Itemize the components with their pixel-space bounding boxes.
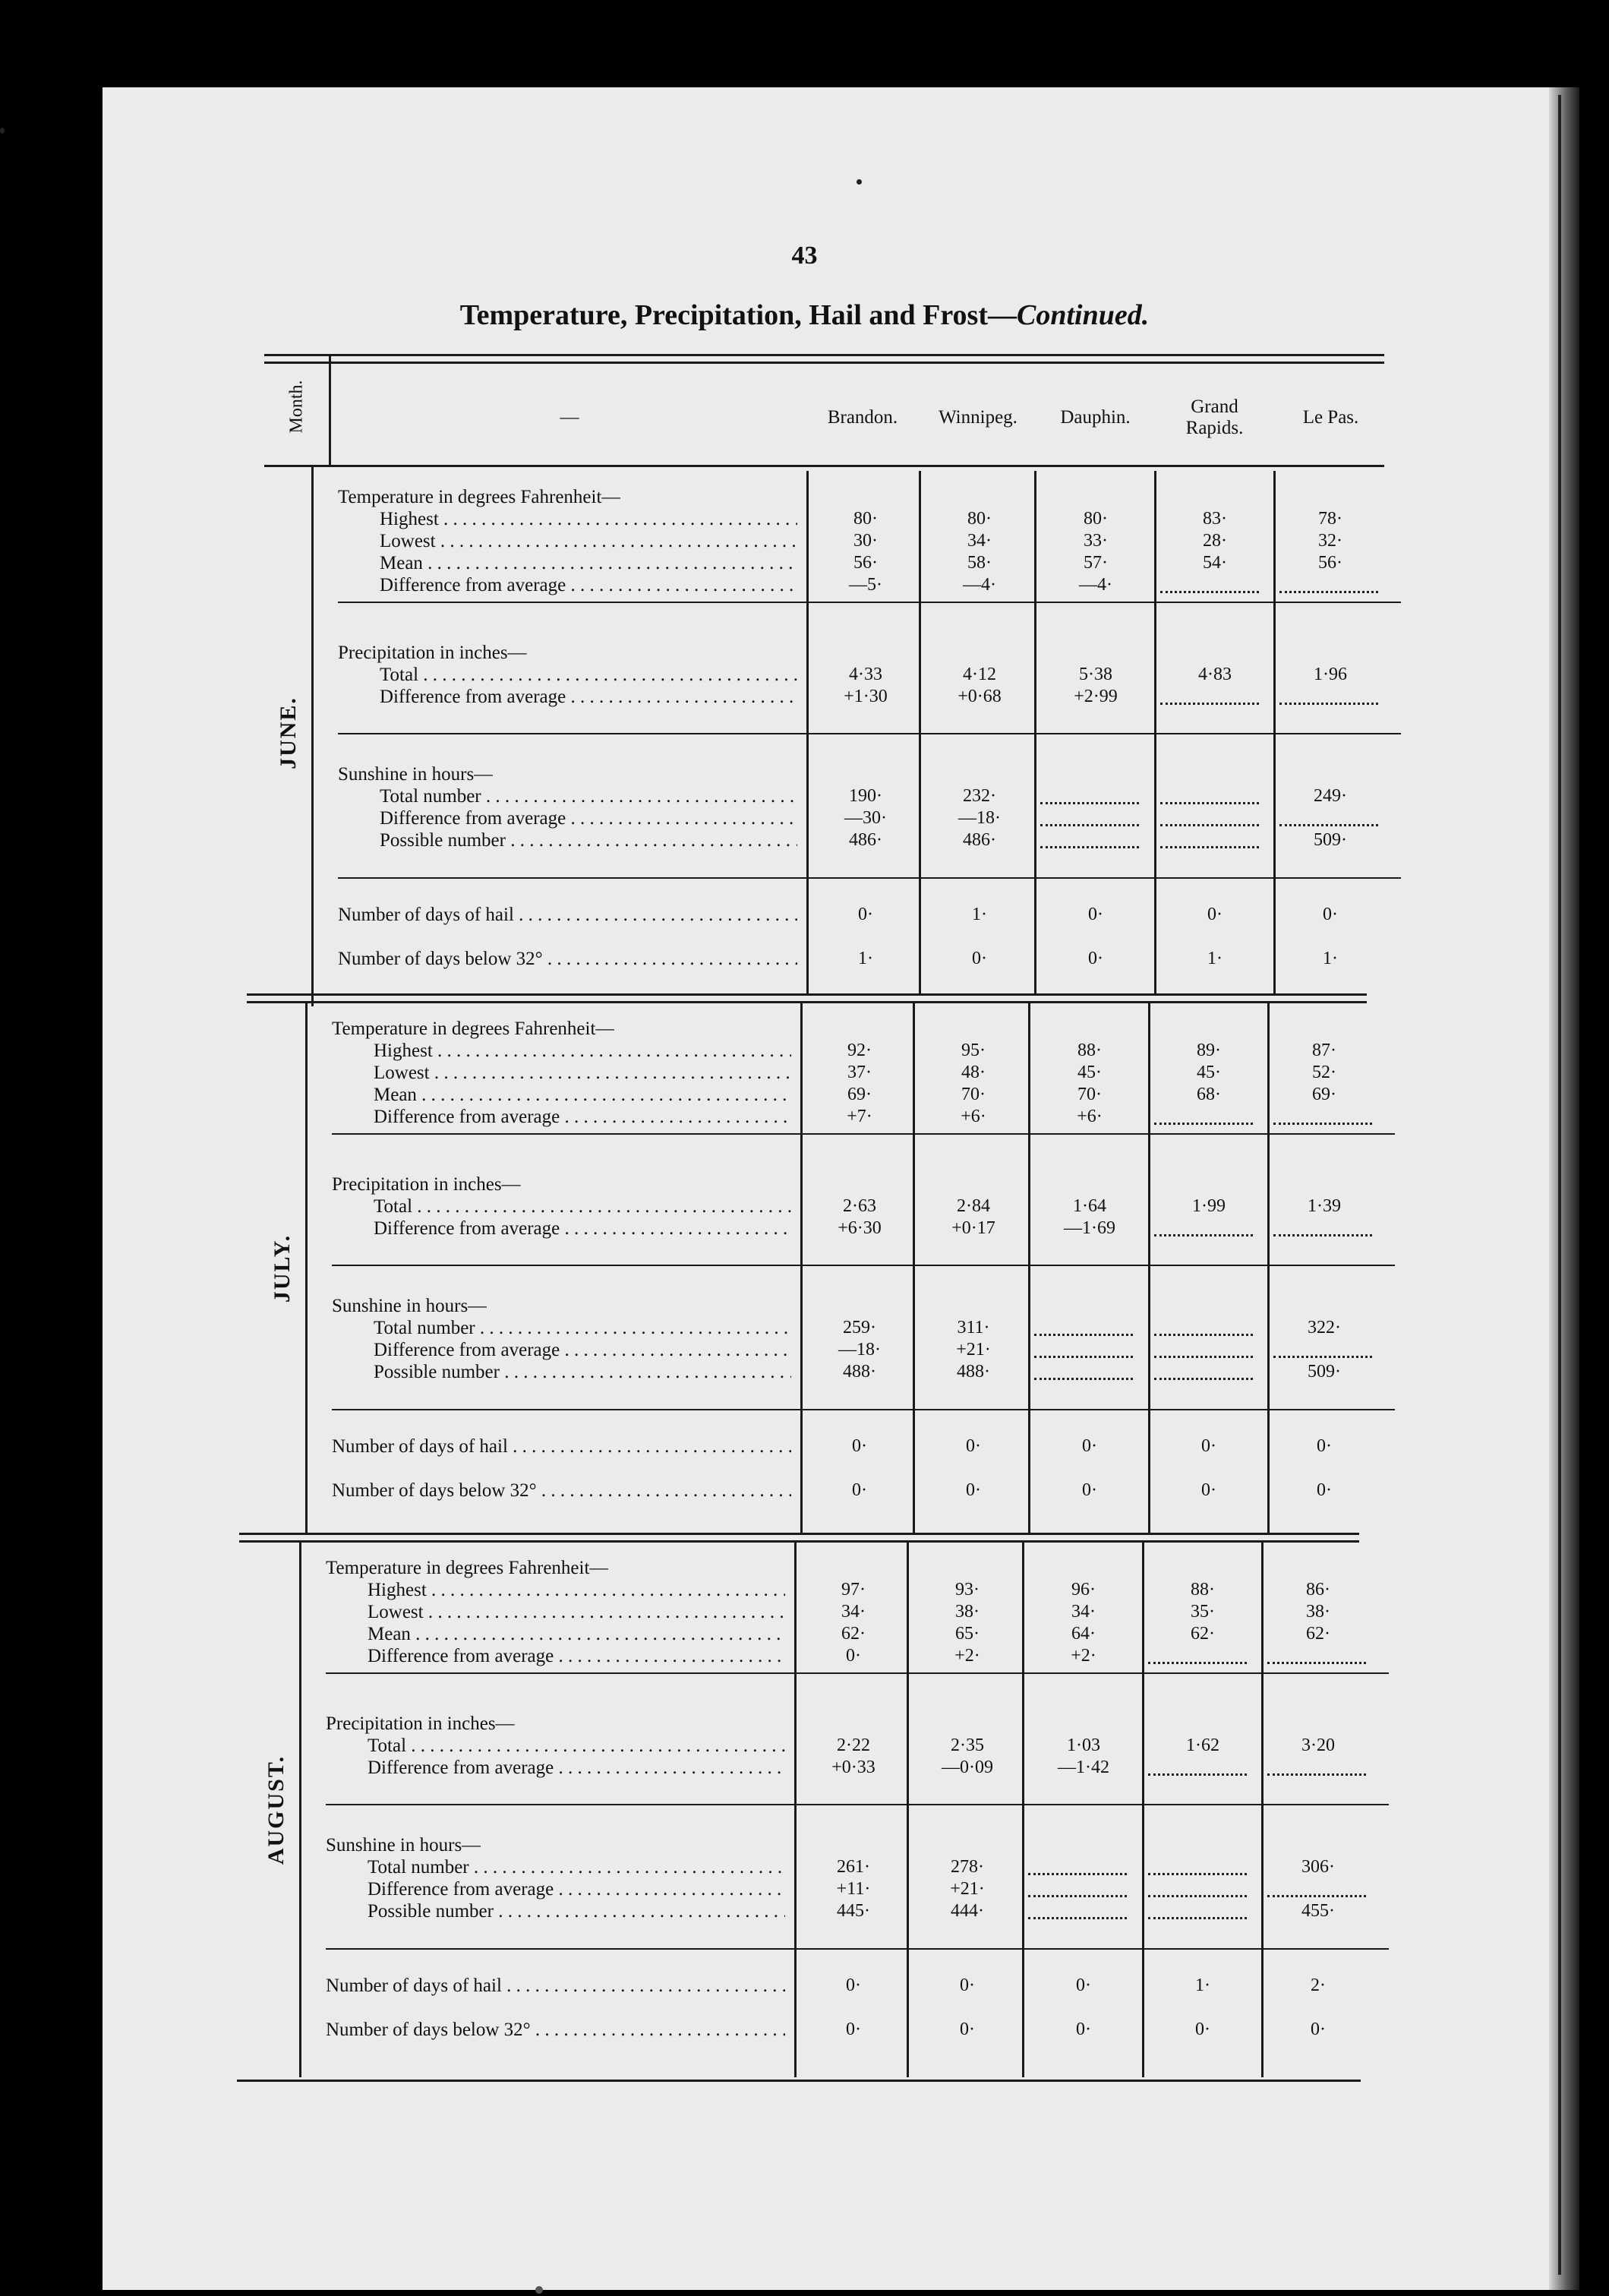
temperature-highest-value: 80· (1084, 509, 1108, 529)
temperature-diff-value: 0· (846, 1646, 861, 1666)
sunshine-heading: Sunshine in hours— (338, 764, 494, 785)
dotted-leader (1028, 1873, 1127, 1875)
days-below-32-value: 0· (1201, 1480, 1216, 1500)
table-rule (338, 602, 1401, 603)
sunshine-diff-label: Difference from average . . . (368, 1878, 785, 1900)
sunshine-possible-label: Possible number . . . (368, 1900, 785, 1922)
temperature-lowest-value: 35· (1191, 1602, 1215, 1622)
dotted-leader (1040, 824, 1139, 826)
column-divider (305, 1003, 308, 1534)
dotted-leader (1273, 1234, 1372, 1236)
temperature-diff-value: +7· (847, 1107, 872, 1126)
temperature-lowest-value: 30· (853, 531, 878, 551)
sunshine-heading: Sunshine in hours— (332, 1296, 487, 1316)
temperature-highest-value: 88· (1077, 1041, 1102, 1060)
hail-days-value: 0· (966, 1436, 981, 1456)
dotted-leader (1273, 1356, 1372, 1358)
hail-days-label: Number of days of hail . . . (338, 904, 797, 926)
precipitation-diff-value: +6·30 (838, 1218, 882, 1238)
precipitation-total-value: 1·03 (1067, 1735, 1100, 1755)
temperature-lowest-value: 33· (1084, 531, 1108, 551)
temperature-lowest-label: Lowest . . . (368, 1601, 785, 1623)
temperature-lowest-label: Lowest . . . (374, 1062, 791, 1084)
precipitation-total-value: 1·99 (1192, 1196, 1226, 1216)
temperature-lowest-value: 38· (955, 1602, 980, 1622)
precipitation-total-value: 2·63 (843, 1196, 876, 1216)
precipitation-total-value: 4·83 (1198, 665, 1232, 684)
hail-days-value: 0· (960, 1975, 975, 1995)
month-label-august (246, 1542, 307, 2077)
temperature-diff-label: Difference from average . . . (380, 574, 797, 596)
dotted-leader (1279, 824, 1378, 826)
precipitation-total-value: 2·84 (957, 1196, 990, 1216)
temperature-mean-value: 69· (847, 1085, 872, 1104)
precipitation-heading: Precipitation in inches— (326, 1713, 515, 1734)
sunshine-possible-value: 486· (963, 830, 996, 850)
sunshine-diff-value: —18· (838, 1340, 881, 1360)
dotted-leader (1148, 1895, 1247, 1897)
month-label-june (258, 471, 319, 995)
dotted-leader (1148, 1662, 1247, 1664)
temperature-mean-value: 64· (1071, 1624, 1096, 1644)
column-header-dauphin: Dauphin. (1060, 407, 1131, 428)
temperature-mean-value: 65· (955, 1624, 980, 1644)
sunshine-total-value: 306· (1301, 1857, 1335, 1877)
days-below-32-value: 0· (972, 949, 987, 968)
dotted-leader (1160, 802, 1259, 804)
dotted-leader (1034, 1378, 1133, 1380)
column-divider (1028, 1003, 1030, 1534)
dotted-leader (1279, 591, 1378, 593)
dotted-leader (1273, 1123, 1372, 1125)
precipitation-diff-value: +0·33 (831, 1758, 875, 1777)
days-below-32-value: 1· (1207, 949, 1223, 968)
sunshine-possible-value: 445· (837, 1901, 870, 1921)
sunshine-total-value: 259· (843, 1318, 876, 1337)
column-divider (913, 1003, 915, 1534)
hail-days-value: 1· (972, 905, 987, 924)
dotted-leader (1028, 1917, 1127, 1919)
sunshine-diff-value: —30· (844, 808, 887, 828)
days-below-32-label: Number of days below 32° . . . (338, 948, 797, 970)
temperature-lowest-label: Lowest . . . (380, 530, 797, 552)
sunshine-possible-value: 486· (849, 830, 882, 850)
days-below-32-value: 0· (852, 1480, 867, 1500)
precipitation-total-label: Total . . . (380, 664, 797, 686)
sunshine-total-value: 311· (957, 1318, 990, 1337)
precipitation-total-value: 3·20 (1301, 1735, 1335, 1755)
hail-days-value: 0· (1088, 905, 1103, 924)
precipitation-diff-value: +0·17 (951, 1218, 995, 1238)
sunshine-total-value: 322· (1308, 1318, 1341, 1337)
sunshine-total-label: Total number . . . (374, 1317, 791, 1339)
hail-days-value: 0· (846, 1975, 861, 1995)
temperature-lowest-value: 52· (1312, 1063, 1336, 1082)
temperature-mean-value: 68· (1197, 1085, 1221, 1104)
column-header-grand-rapids: Grand Rapids. (1185, 396, 1244, 438)
dotted-leader (1028, 1895, 1127, 1897)
precipitation-diff-value: —0·09 (942, 1758, 993, 1777)
days-below-32-value: 0· (1088, 949, 1103, 968)
precipitation-diff-value: —1·42 (1058, 1758, 1109, 1777)
dotted-leader (1279, 703, 1378, 705)
table-rule (332, 1265, 1395, 1266)
temperature-highest-value: 80· (967, 509, 992, 529)
table-rule (247, 993, 1367, 996)
temperature-lowest-value: 28· (1203, 531, 1227, 551)
column-divider (794, 1542, 797, 2077)
temperature-mean-value: 57· (1084, 553, 1108, 573)
precipitation-total-value: 1·64 (1073, 1196, 1106, 1216)
table-rule (239, 1540, 1359, 1543)
dotted-leader (1148, 1873, 1247, 1875)
dotted-leader (1040, 802, 1139, 804)
table-rule (326, 1948, 1389, 1950)
temperature-mean-value: 56· (853, 553, 878, 573)
temperature-lowest-value: 37· (847, 1063, 872, 1082)
temperature-mean-value: 70· (961, 1085, 986, 1104)
title-emphasis: Continued. (1017, 299, 1150, 331)
sunshine-possible-label: Possible number . . . (374, 1361, 791, 1383)
temperature-highest-value: 96· (1071, 1580, 1096, 1600)
precipitation-diff-value: —1·69 (1064, 1218, 1115, 1238)
table-rule (247, 1001, 1367, 1003)
temperature-mean-label: Mean . . . (380, 552, 797, 574)
dotted-leader (1267, 1773, 1366, 1776)
sunshine-possible-value: 509· (1308, 1362, 1341, 1382)
sunshine-possible-value: 488· (843, 1362, 876, 1382)
temperature-lowest-value: 34· (1071, 1602, 1096, 1622)
days-below-32-value: 1· (1323, 949, 1338, 968)
temperature-diff-value: +2· (954, 1646, 980, 1666)
precipitation-diff-label: Difference from average . . . (374, 1217, 791, 1240)
temperature-highest-value: 93· (955, 1580, 980, 1600)
days-below-32-value: 0· (1317, 1480, 1332, 1500)
table-rule (264, 362, 1384, 364)
days-below-32-value: 0· (960, 2020, 975, 2039)
table-rule (237, 2080, 1361, 2082)
days-below-32-label: Number of days below 32° . . . (326, 2019, 785, 2041)
dotted-leader (1148, 1773, 1247, 1776)
sunshine-possible-value: 488· (957, 1362, 990, 1382)
temperature-mean-value: 70· (1077, 1085, 1102, 1104)
sunshine-total-value: 232· (963, 786, 996, 806)
temperature-heading: Temperature in degrees Fahrenheit— (326, 1558, 609, 1578)
temperature-lowest-value: 32· (1318, 531, 1342, 551)
month-name: AUGUST. (263, 1754, 289, 1865)
temperature-lowest-value: 38· (1306, 1602, 1330, 1622)
sunshine-possible-value: 509· (1314, 830, 1347, 850)
hail-days-value: 0· (1317, 1436, 1332, 1456)
column-divider (311, 471, 314, 995)
table-rule (332, 1133, 1395, 1135)
temperature-lowest-value: 45· (1077, 1063, 1102, 1082)
dotted-leader (1154, 1234, 1253, 1236)
column-divider (299, 1542, 301, 2077)
temperature-highest-value: 78· (1318, 509, 1342, 529)
temperature-lowest-value: 48· (961, 1063, 986, 1082)
sunshine-total-value: 249· (1314, 786, 1347, 806)
temperature-mean-value: 56· (1318, 553, 1342, 573)
temperature-mean-label: Mean . . . (374, 1084, 791, 1106)
description-column-header: — (560, 407, 579, 428)
precipitation-total-value: 2·22 (837, 1735, 870, 1755)
sunshine-diff-value: +21· (950, 1879, 985, 1899)
sunshine-possible-value: 455· (1301, 1901, 1335, 1921)
column-divider (1142, 1542, 1144, 2077)
table-rule (264, 465, 1384, 467)
dotted-leader (1160, 703, 1259, 705)
temperature-mean-value: 54· (1203, 553, 1227, 573)
hail-days-value: 0· (1323, 905, 1338, 924)
precipitation-total-value: 4·12 (963, 665, 996, 684)
hail-days-value: 0· (858, 905, 873, 924)
precipitation-heading: Precipitation in inches— (332, 1174, 521, 1195)
dotted-leader (1154, 1123, 1253, 1125)
dotted-leader (1154, 1334, 1253, 1336)
column-divider (800, 1003, 803, 1534)
temperature-diff-value: +6· (1077, 1107, 1103, 1126)
table-rule (338, 733, 1401, 734)
dotted-leader (1160, 846, 1259, 848)
temperature-mean-value: 62· (1191, 1624, 1215, 1644)
temperature-highest-label: Highest . . . (368, 1579, 785, 1601)
dotted-leader (1154, 1356, 1253, 1358)
temperature-highest-value: 80· (853, 509, 878, 529)
temperature-highest-value: 87· (1312, 1041, 1336, 1060)
sunshine-diff-label: Difference from average . . . (374, 1339, 791, 1361)
hail-days-label: Number of days of hail . . . (326, 1975, 785, 1997)
temperature-lowest-value: 45· (1197, 1063, 1221, 1082)
temperature-mean-value: 58· (967, 553, 992, 573)
temperature-lowest-value: 34· (967, 531, 992, 551)
hail-days-value: 0· (1201, 1436, 1216, 1456)
sunshine-diff-value: +21· (956, 1340, 991, 1360)
dotted-leader (1034, 1356, 1133, 1358)
sunshine-total-value: 261· (837, 1857, 870, 1877)
temperature-mean-value: 69· (1312, 1085, 1336, 1104)
temperature-highest-value: 95· (961, 1041, 986, 1060)
month-name: JULY. (270, 1233, 295, 1303)
column-header-le-pas: Le Pas. (1302, 407, 1359, 428)
temperature-highest-value: 89· (1197, 1041, 1221, 1060)
precipitation-total-value: 1·96 (1314, 665, 1347, 684)
precipitation-total-value: 2·35 (951, 1735, 984, 1755)
month-column-header (264, 357, 330, 456)
temperature-highest-label: Highest . . . (374, 1040, 791, 1062)
hail-days-value: 0· (1076, 1975, 1091, 1995)
column-divider (1267, 1003, 1270, 1534)
month-name: JUNE. (276, 696, 301, 769)
days-below-32-value: 0· (1076, 2020, 1091, 2039)
table-rule (264, 354, 1384, 356)
hail-days-value: 2· (1311, 1975, 1326, 1995)
temperature-diff-value: —4· (963, 575, 996, 595)
dotted-leader (1160, 591, 1259, 593)
precipitation-heading: Precipitation in inches— (338, 643, 527, 663)
temperature-highest-value: 83· (1203, 509, 1227, 529)
days-below-32-label: Number of days below 32° . . . (332, 1480, 791, 1502)
table-rule (326, 1804, 1389, 1805)
dotted-leader (1034, 1334, 1133, 1336)
precipitation-diff-value: +0·68 (958, 687, 1002, 706)
precipitation-diff-value: +2·99 (1074, 687, 1118, 706)
precipitation-total-value: 4·33 (849, 665, 882, 684)
hail-days-value: 1· (1195, 1975, 1210, 1995)
temperature-highest-label: Highest . . . (380, 508, 797, 530)
hail-days-label: Number of days of hail . . . (332, 1435, 791, 1458)
column-header-brandon: Brandon. (827, 407, 898, 428)
days-below-32-value: 0· (1311, 2020, 1326, 2039)
sunshine-possible-label: Possible number . . . (380, 829, 797, 851)
month-label-july (252, 1003, 313, 1534)
precipitation-total-value: 1·39 (1308, 1196, 1341, 1216)
column-divider (1022, 1542, 1024, 2077)
sunshine-possible-value: 444· (951, 1901, 984, 1921)
temperature-heading: Temperature in degrees Fahrenheit— (332, 1019, 615, 1039)
temperature-highest-value: 97· (841, 1580, 866, 1600)
table-rule (239, 1533, 1359, 1535)
sunshine-heading: Sunshine in hours— (326, 1835, 481, 1855)
sunshine-diff-value: —18· (958, 808, 1001, 828)
days-below-32-value: 1· (858, 949, 873, 968)
sunshine-total-value: 278· (951, 1857, 984, 1877)
sunshine-total-label: Total number . . . (368, 1856, 785, 1878)
temperature-lowest-value: 34· (841, 1602, 866, 1622)
sunshine-total-label: Total number . . . (380, 785, 797, 807)
precipitation-total-value: 5·38 (1079, 665, 1112, 684)
precipitation-diff-label: Difference from average . . . (368, 1757, 785, 1779)
temperature-diff-value: +2· (1071, 1646, 1096, 1666)
temperature-mean-label: Mean . . . (368, 1623, 785, 1645)
days-below-32-value: 0· (1082, 1480, 1097, 1500)
month-header-label: Month. (286, 379, 307, 434)
table-rule (326, 1672, 1389, 1674)
dotted-leader (1154, 1378, 1253, 1380)
temperature-diff-value: —4· (1079, 575, 1112, 595)
column-divider (1148, 1003, 1150, 1534)
precipitation-diff-value: +1·30 (844, 687, 888, 706)
temperature-diff-value: —5· (849, 575, 882, 595)
precipitation-total-label: Total . . . (368, 1735, 785, 1757)
column-divider (907, 1542, 909, 2077)
days-below-32-value: 0· (1195, 2020, 1210, 2039)
temperature-diff-label: Difference from average . . . (368, 1645, 785, 1667)
sunshine-diff-label: Difference from average . . . (380, 807, 797, 829)
precipitation-diff-label: Difference from average . . . (380, 686, 797, 708)
temperature-mean-value: 62· (841, 1624, 866, 1644)
title-main: Temperature, Precipitation, Hail and Frost— (459, 299, 1017, 331)
days-below-32-value: 0· (846, 2020, 861, 2039)
dotted-leader (1160, 824, 1259, 826)
dotted-leader (1040, 846, 1139, 848)
dotted-leader (1148, 1917, 1247, 1919)
table-rule (332, 1409, 1395, 1410)
sunshine-total-value: 190· (849, 786, 882, 806)
temperature-mean-value: 62· (1306, 1624, 1330, 1644)
hail-days-value: 0· (1082, 1436, 1097, 1456)
page-number: 43 (791, 242, 818, 270)
temperature-highest-value: 92· (847, 1041, 872, 1060)
temperature-highest-value: 88· (1191, 1580, 1215, 1600)
temperature-highest-value: 86· (1306, 1580, 1330, 1600)
hail-days-value: 0· (852, 1436, 867, 1456)
hail-days-value: 0· (1207, 905, 1223, 924)
temperature-diff-label: Difference from average . . . (374, 1106, 791, 1128)
temperature-diff-value: +6· (961, 1107, 986, 1126)
sunshine-diff-value: +11· (836, 1879, 871, 1899)
table-rule (338, 877, 1401, 879)
column-header-winnipeg: Winnipeg. (939, 407, 1017, 428)
dotted-leader (1267, 1895, 1366, 1897)
precipitation-total-value: 1·62 (1186, 1735, 1219, 1755)
temperature-heading: Temperature in degrees Fahrenheit— (338, 487, 621, 507)
days-below-32-value: 0· (966, 1480, 981, 1500)
precipitation-total-label: Total . . . (374, 1195, 791, 1217)
column-divider (1261, 1542, 1264, 2077)
dotted-leader (1267, 1662, 1366, 1664)
